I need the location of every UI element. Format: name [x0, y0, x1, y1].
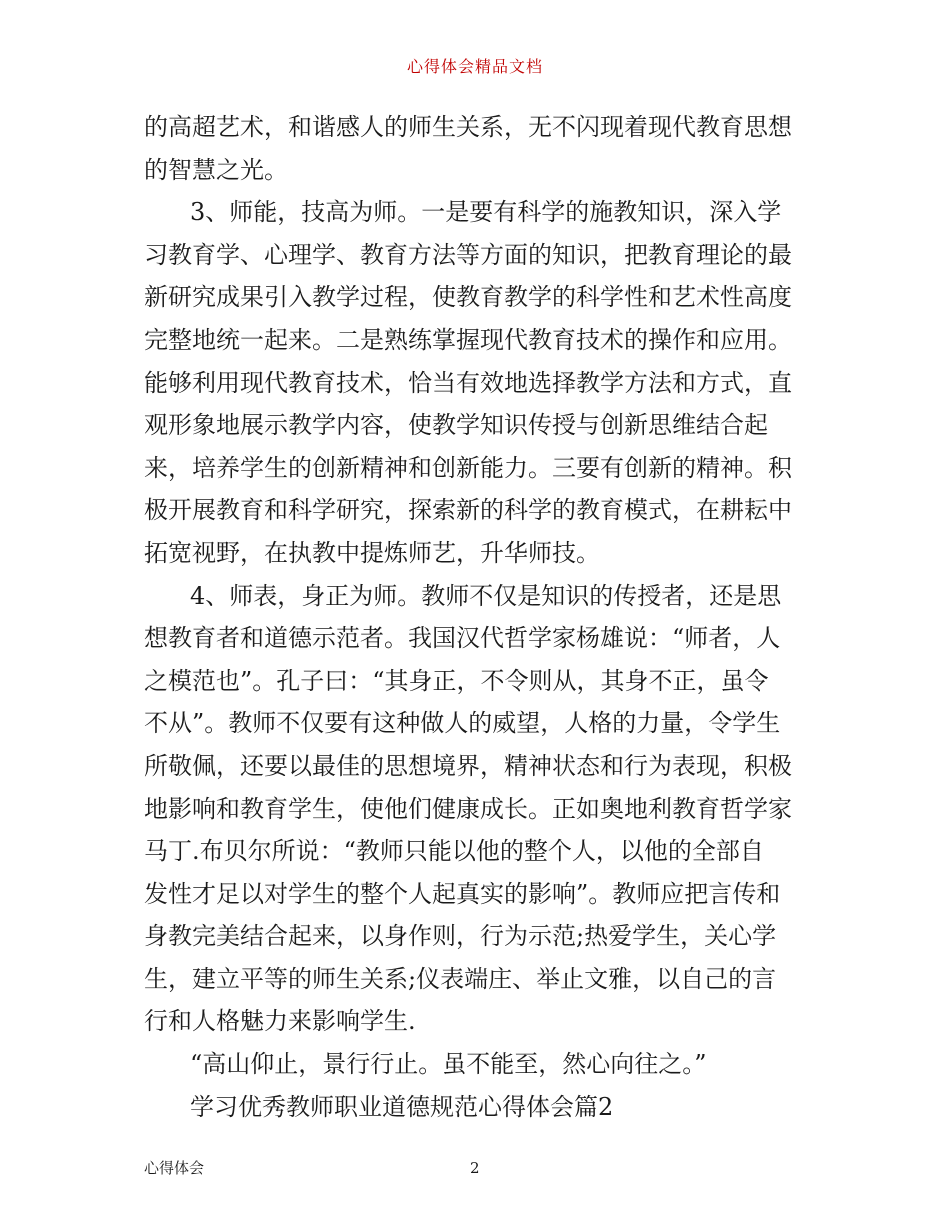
document-body [144, 106, 810, 1128]
page-footer [144, 1156, 810, 1180]
footer-label: 心得体会 [144, 1159, 205, 1177]
text-line: 之模范也”。孔子曰：“其身正，不令则从，其身不正，虽令 [144, 666, 769, 695]
text-line: 不从”。教师不仅要有这种做人的威望，人格的力量，令学生 [144, 709, 781, 738]
text-line: 完整地统一起来。二是熟练掌握现代教育技术的操作和应用。 [144, 325, 792, 354]
text-line: 3、师能，技高为师。一是要有科学的施教知识，深入学 [190, 198, 782, 227]
text-line: 生，建立平等的师生关系;仪表端庄、举止文雅，以自己的言 [144, 964, 777, 993]
page-number: 2 [470, 1159, 480, 1177]
text-line: 拓宽视野，在执教中提炼师艺，升华师技。 [144, 538, 600, 567]
text-line: 发性才足以对学生的整个人起真实的影响”。教师应把言传和 [144, 879, 781, 908]
text-line: 能够利用现代教育技术，恰当有效地选择教学方法和方式，直 [144, 368, 792, 397]
text-line: 所敬佩，还要以最佳的思想境界，精神状态和行为表现，积极 [144, 751, 792, 780]
text-line: 的高超艺术，和谐感人的师生关系，无不闪现着现代教育思想 [144, 113, 792, 141]
text-line: 行和人格魅力来影响学生. [144, 1007, 416, 1036]
text-line: 来，培养学生的创新精神和创新能力。三要有创新的精神。积 [144, 453, 792, 482]
text-line: 4、师表，身正为师。教师不仅是知识的传授者，还是思 [190, 581, 782, 610]
text-line: 地影响和教育学生，使他们健康成长。正如奥地利教育哲学家 [144, 794, 792, 823]
text-line: 新研究成果引入教学过程，使教育教学的科学性和艺术性高度 [144, 283, 792, 312]
quote-line: “高山仰止，景行行止。虽不能至，然心向往之。” [190, 1050, 707, 1079]
text-line: 的智慧之光。 [144, 155, 288, 184]
text-line: 马丁.布贝尔所说：“教师只能以他的整个人，以他的全部自 [144, 837, 764, 866]
text-line: 身教完美结合起来，以身作则，行为示范;热爱学生，关心学 [144, 922, 777, 951]
page-header-title: 心得体会精品文档 [406, 57, 543, 76]
text-line: 极开展教育和科学研究，探索新的科学的教育模式，在耕耘中 [144, 496, 792, 525]
text-line: 想教育者和道德示范者。我国汉代哲学家杨雄说：“师者，人 [144, 624, 781, 653]
text-line: 习教育学、心理学、教育方法等方面的知识，把教育理论的最 [144, 240, 792, 269]
text-line: 观形象地展示教学内容，使教学知识传授与创新思维结合起 [144, 411, 768, 440]
section-heading: 学习优秀教师职业道德规范心得体会篇2 [190, 1092, 614, 1121]
